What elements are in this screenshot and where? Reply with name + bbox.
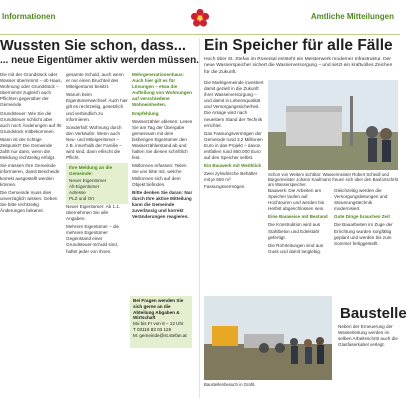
section-label-left: Informationen <box>2 12 56 21</box>
paragraph: Mehrere Eigentümer – die mehrere Eigentümer Gegenstand einer Grundsteuer-Schuld sind, haftet jeder von ihnen. <box>66 224 120 254</box>
checklist-item: Alt-Eigentümer <box>69 183 100 189</box>
paragraph: Die Rohrleitungen sind aus Guss und damit langlebig. <box>268 242 324 254</box>
subheading: Empfehlung <box>132 110 159 116</box>
paragraph: Das Fassungsvermögen der Gemeinde rund 3,2 Millionen Euro in das Projekt – davon entfallen rund 860.000 Euro auf den Speicher selbst. <box>204 130 263 161</box>
paragraph: Die Marktgemeinde investiert damit gezielt in die Zukunft ihrer Wasserversorgung – und damit in Lebensqualität und Versorgungssicherheit. Die Anlage wird nach neuestem Stand der Technik errichtet. <box>204 80 264 128</box>
contact-phone: T 03116 83 03 126 <box>133 326 172 332</box>
checklist-title: Ihre Meldung an die Gemeinde: <box>69 165 113 177</box>
paragraph: gesamte Schuld, auch wenn er nur einen Bruchteil des Miteigentums besitzt. <box>66 72 124 90</box>
paragraph: Neben der Erneuerung der Wasserleitung werden im selben Arbeitsschritt auch die Glasfaserkabel verlegt. <box>338 324 398 348</box>
contact-hours: Mo bis Fr von 8 – 12 Uhr <box>133 321 184 327</box>
subheading: Eine Bauweise mit Bestand <box>268 214 328 220</box>
red-flower-logo-icon <box>190 8 210 28</box>
paragraph: Gleichzeitig werden die Versorgungsleitungen und Steuerungstechnik modernisiert. <box>334 188 388 212</box>
subheading: Ein Bauwerk mit Weitblick <box>204 163 262 169</box>
right-headline: Ein Speicher für alle Fälle <box>204 37 393 54</box>
checklist-item: Adresse <box>69 189 86 195</box>
left-text-column-1 <box>0 72 62 392</box>
paragraph: Zwei zylindrische Behälter mit je 500 m³ Fassungsvermögen. <box>204 171 258 189</box>
paragraph: Mehrgenerationenhaus: Auch hier gilt es für Lösungen – etwa die Aufteilung von Wohnungen auf verschiedene Wohneinheiten. <box>132 72 192 108</box>
contact-box <box>130 296 192 348</box>
paragraph: Die mit der Grundstück oder Wasser übernimmt – ob Haus, Wohnung oder Grundstück – übernimmt zugleich auch Pflichten gegenüber der Gemeinde. <box>0 72 62 108</box>
paragraph: Sonderfall: Wohnung durch den Verkäufer. Wenn auch Neu- und Miteigentümer – z.B. innerhalb der Familie – wird sind, dann erlischt die Pflicht. <box>66 124 122 161</box>
paragraph: Warum beim Eigentümerwechsel: Auch hier gilt es rechtzeitig, gesetzlich und verbindlich zu informieren. <box>66 92 128 122</box>
notification-checklist <box>66 163 128 204</box>
paragraph: Neuer Eigentümer: Ab 1.1. übernehmen Sie alle Angaben. <box>66 203 121 222</box>
right-text-column-3 <box>334 188 398 304</box>
paragraph: Die Bauarbeiten im Zuge der Errichtung wurden sorgfältig geplant und werden bis zum Sommer fertiggestellt. <box>334 222 393 246</box>
contact-title: Bei Fragen wenden Sie sich gerne an die Abteilung Abgaben & Wirtschaft <box>133 298 184 321</box>
subheading: Gute Dinge brauchen Zeit <box>334 214 390 220</box>
section-label-right: Amtliche Mitteilungen <box>310 12 394 21</box>
paragraph: Grundsteuer: Wie Sie die Grundsteuer schlicht aber auch noch Änderungen auf Ihr Grundstück mitbekommen. <box>0 110 62 134</box>
left-subheadline: ... neue Eigentümer aktiv werden müssen. <box>0 55 199 66</box>
construction-site-photo <box>204 296 332 380</box>
paragraph: Bauwerk: Die Arbeiten am Speicher laufen auf Hochtouren und werden bis Herbst abgeschlossen sein. <box>268 188 325 212</box>
right-article <box>204 38 400 400</box>
paragraph: Wann ist der richtige Zeitpunkt? Die Gemeinde zahlt nur dann, wenn die Meldung rechtzeitig erfolgt. <box>0 136 56 161</box>
checklist-item: PLZ und Ort <box>69 195 95 201</box>
photo-caption: Schon von Weitem sichtbar: Wassermeister Robert Scheidl und Bürgermeister Johann Kaufmann freuen sich über den Baufortschritt am Wasserspeicher. <box>268 172 398 188</box>
left-text-column-3 <box>132 72 194 328</box>
water-tank-photo <box>268 80 398 170</box>
column-divider <box>199 38 200 398</box>
right-intro: Hoch über St. Stefan im Rosental entsteht ein Meisterwerk moderner Infrastruktur. Der neue Wasserspeicher sichert die Wasserversorgung – und setzt ein kraftvolles Zeichen für die Zukunft. <box>204 57 393 75</box>
checklist-item: Neuer Eigentümer <box>69 177 107 183</box>
left-headline: Wussten Sie schon, dass... <box>0 38 186 54</box>
contact-email[interactable]: M: gemeinde@st.stefan.at <box>133 332 187 338</box>
baustelle-heading: Baustelle <box>340 305 407 322</box>
paragraph: Die Gemeinde muss dies unverzüglich wissen. Geben Sie bitte rechtzeitig Änderungen bekannt. <box>0 189 58 213</box>
paragraph: Die Konstruktion wird aus Stahlbeton und Edelstahl gefertigt. <box>268 222 321 240</box>
paragraph: Wasserzähler ablesen: Lesen Sie am Tag der Übergabe gemeinsam mit dem bisherigen Eigentümer den Wasserzählerstand ab und halten Sie diesen schriftlich fest. <box>132 118 193 161</box>
paragraph: Bitte denken Sie daran: Nur durch Ihre aktive Mitteilung kann die Gemeinde zuverlässig und korrekt Veränderungen reagieren. <box>132 189 193 220</box>
baustelle-text <box>338 324 398 398</box>
paragraph: Sie müssen Ihre Gemeinde informieren, damit Bescheide korrekt ausgestellt werden können. <box>0 163 60 187</box>
photo-caption: Baustellenbesuch in Grafit. <box>204 382 256 387</box>
left-text-column-2 <box>66 72 128 392</box>
page-header <box>0 0 400 35</box>
paragraph: Müllonnen erfassen: Teilen Sie uns bitte mit, welche Müllonnen sich auf dem Objekt befinden. <box>132 163 187 187</box>
